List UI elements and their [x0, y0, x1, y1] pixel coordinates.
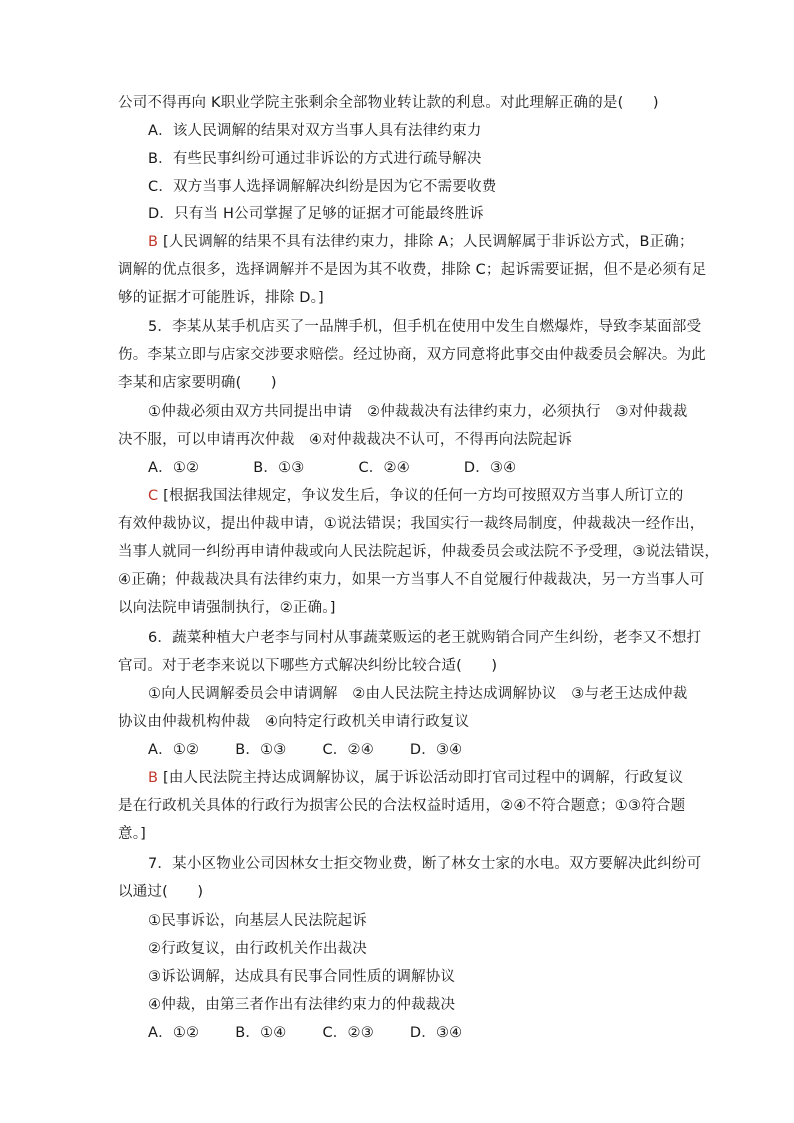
q7-statement-3: ③诉讼调解，达成具有民事合同性质的调解协议: [148, 969, 456, 985]
q4-explanation-line-1: [148, 232, 694, 252]
q6-statements-line-1: ①向人民调解委员会申请调解 ②由人民法院主持达成调解协议 ③与老王达成仲裁: [148, 686, 688, 702]
q5-explanation-line-1: [148, 486, 684, 506]
q5-stem-line-1: 5．李某从某手机店买了一品牌手机，但手机在使用中发生自燃爆炸，导致李某面部受: [148, 319, 702, 335]
q7-statement-2: ②行政复议，由行政机关作出裁决: [148, 941, 367, 957]
q5-explanation-line-3: 当事人就同一纠纷再申请仲裁或向人民法院起诉，仲裁委员会或法院不予受理，③说法错误，: [118, 544, 720, 560]
q7-stem-line-2: 以通过( ): [118, 884, 204, 900]
q5-choice-d: D．③④: [463, 460, 517, 476]
q4-option-a: A．该人民调解的结果对双方当事人具有法律约束力: [148, 123, 482, 139]
q5-explanation-line-2: 有效仲裁协议，提出仲裁申请，①说法错误；我国实行一裁终局制度，仲裁裁决一经作出，: [118, 516, 705, 532]
q6-statements-line-2: 协议由仲裁机构仲裁 ④向特定行政机关申请行政复议: [118, 714, 470, 730]
q4-explanation-text: [人民调解的结果不具有法律约束力，排除 A；人民调解属于非诉讼方式，B正确；: [162, 234, 694, 250]
q5-choice-a: A．①②: [148, 460, 200, 476]
q7-choice-c: C．②③: [322, 1025, 374, 1041]
q6-stem-line-1: 6．蔬菜种植大户老李与同村从事蔬菜贩运的老王就购销合同产生纠纷，老李又不想打: [148, 630, 702, 646]
q4-option-c: C．双方当事人选择调解解决纠纷是因为它不需要收费: [148, 179, 497, 195]
q7-choices: [148, 1023, 462, 1043]
q4-answer: B: [148, 234, 159, 250]
q4-option-b: B．有些民事纠纷可通过非诉讼的方式进行疏导解决: [148, 151, 482, 167]
q5-stem-line-2: 伤。李某立即与店家交涉要求赔偿。经过协商，双方同意将此事交由仲裁委员会解决。为此: [118, 347, 706, 363]
q4-explanation-line-3: 够的证据才可能胜诉，排除 D。]: [118, 290, 324, 306]
q7-choice-b: B．①④: [235, 1025, 287, 1041]
q4-explanation-line-2: 调解的优点很多，选择调解并不是因为其不收费，排除 C；起诉需要证据，但不是必须有足: [118, 262, 707, 278]
q5-statements-line-1: ①仲裁必须由双方共同提出申请 ②仲裁裁决有法律约束力，必须执行 ③对仲裁裁: [148, 404, 688, 420]
q5-stem-line-3: 李某和店家要明确( ): [118, 375, 277, 391]
q5-choice-c: C．②④: [358, 460, 410, 476]
q5-choices: [148, 458, 516, 478]
q7-stem-line-1: 7．某小区物业公司因林女士拒交物业费，断了林女士家的水电。双方要解决此纠纷可: [148, 856, 702, 872]
q4-stem-tail: 公司不得再向 K职业学院主张剩余全部物业转让款的利息。对此理解正确的是( ): [118, 95, 659, 111]
q6-choice-a: A．①②: [148, 742, 200, 758]
q5-answer: C: [148, 488, 159, 504]
q5-explanation-text: [根据我国法律规定，争议发生后，争议的任何一方均可按照双方当事人所订立的: [163, 488, 684, 504]
q7-statement-4: ④仲裁，由第三者作出有法律约束力的仲裁裁决: [148, 997, 456, 1013]
q6-choices: [148, 740, 462, 760]
q6-choice-d: D．③④: [409, 742, 463, 758]
q6-explanation-line-2: 是在行政机关具体的行政行为损害公民的合法权益时适用，②④不符合题意；①③符合题: [118, 798, 686, 814]
q6-answer: B: [148, 770, 159, 786]
q6-choice-c: C．②④: [322, 742, 374, 758]
q6-explanation-line-3: 意。]: [118, 826, 147, 842]
q5-explanation-line-5: 以向法院申请强制执行，②正确。]: [118, 600, 336, 616]
q6-choice-b: B．①③: [235, 742, 287, 758]
q7-statement-1: ①民事诉讼，向基层人民法院起诉: [148, 913, 367, 929]
q6-explanation-text: [由人民法院主持达成调解协议，属于诉讼活动即打官司过程中的调解，行政复议: [162, 770, 684, 786]
q5-statements-line-2: 决不服，可以申请再次仲裁 ④对仲裁裁决不认可，不得再向法院起诉: [118, 432, 573, 448]
q6-stem-line-2: 官司。对于老李来说以下哪些方式解决纠纷比较合适( ): [118, 658, 498, 674]
q7-choice-d: D．③④: [409, 1025, 463, 1041]
q5-choice-b: B．①③: [253, 460, 305, 476]
q5-explanation-line-4: ④正确；仲裁裁决具有法律约束力，如果一方当事人不自觉履行仲裁裁决，另一方当事人可: [118, 572, 705, 588]
q6-explanation-line-1: [148, 768, 683, 788]
q4-option-d: D．只有当 H公司掌握了足够的证据才可能最终胜诉: [148, 206, 484, 222]
q7-choice-a: A．①②: [148, 1025, 200, 1041]
